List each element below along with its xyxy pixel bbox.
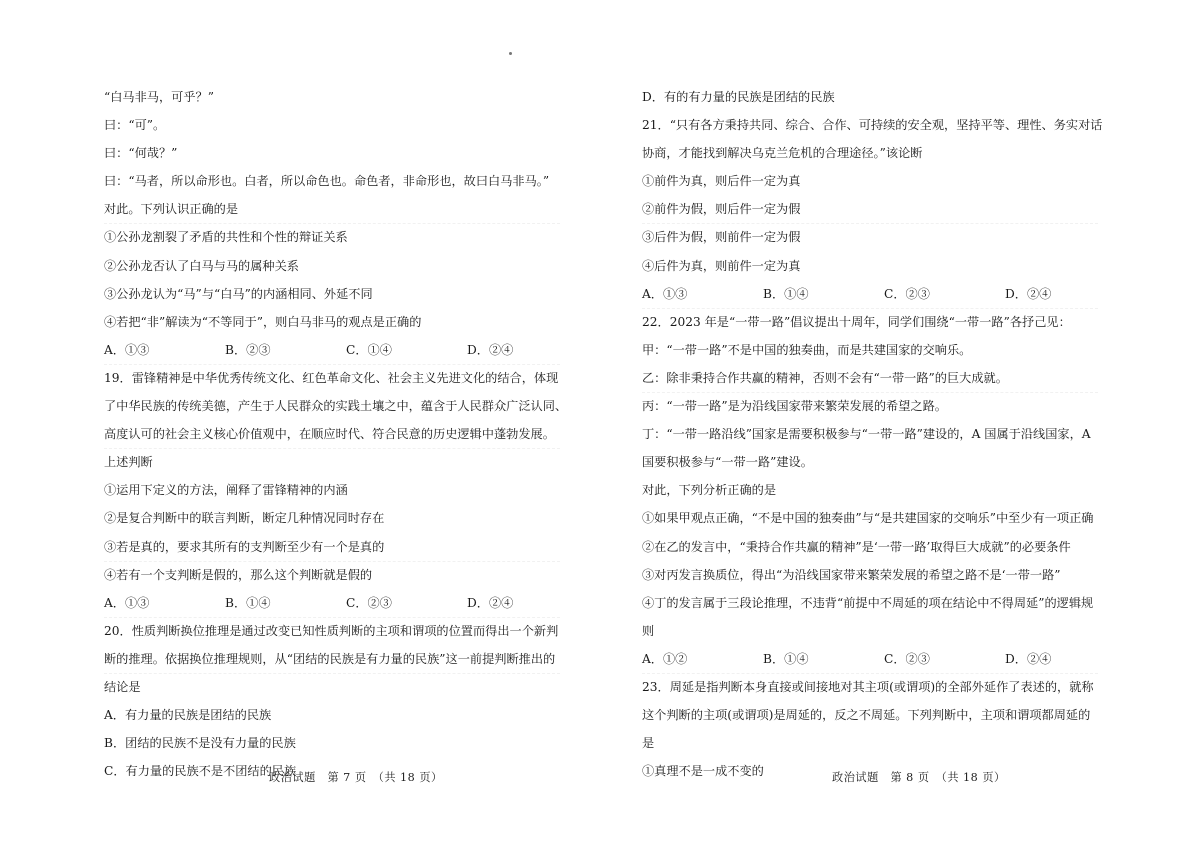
speaker-statement: 国要积极参与“一带一路”建设。 bbox=[642, 455, 813, 470]
q19-stem-line: 了中华民族的传统美德，产生于人民群众的实践土壤之中，蕴含于人民群众广泛认同、 bbox=[104, 399, 568, 414]
choice-c[interactable]: C．②③ bbox=[884, 286, 930, 301]
q20-stem-line: 结论是 bbox=[104, 679, 141, 694]
q20-option-b[interactable]: B．团结的民族不是没有力量的民族 bbox=[104, 736, 296, 751]
q18-choices bbox=[104, 337, 560, 365]
q21-choices bbox=[642, 281, 1098, 309]
q22-question-line: 对此，下列分析正确的是 bbox=[642, 483, 777, 498]
dialogue-line: 曰：“可”。 bbox=[104, 118, 166, 133]
dialogue-line: 曰：“何哉？” bbox=[104, 146, 178, 161]
q22-stem-line: 22．2023 年是“一带一路”倡议提出十周年，同学们围绕“一带一路”各抒己见： bbox=[642, 314, 1071, 329]
choice-b[interactable]: B．①④ bbox=[763, 651, 809, 666]
q19-choices bbox=[104, 590, 560, 618]
right-page-column bbox=[642, 84, 1103, 786]
option-statement: ②前件为假，则后件一定为假 bbox=[642, 196, 1098, 224]
option-statement: ④丁的发言属于三段论推理，不违背“前提中不周延的项在结论中不得周延”的逻辑规 bbox=[642, 595, 1094, 610]
q19-stem-line: 高度认可的社会主义核心价值观中，在顺应时代、符合民意的历史逻辑中蓬勃发展。 bbox=[104, 421, 560, 449]
option-statement: 则 bbox=[642, 623, 655, 638]
option-statement: ①真理不是一成不变的 bbox=[642, 764, 764, 779]
center-dot-mark bbox=[509, 52, 512, 55]
option-statement: ①公孙龙割裂了矛盾的共性和个性的辩证关系 bbox=[104, 230, 348, 245]
q19-stem-line: 上述判断 bbox=[104, 455, 153, 470]
q19-stem-line: 19．雷锋精神是中华优秀传统文化、红色革命文化、社会主义先进文化的结合，体现 bbox=[104, 370, 559, 385]
choice-a[interactable]: A．①③ bbox=[642, 286, 688, 301]
option-statement: ④后件为真，则前件一定为真 bbox=[642, 258, 801, 273]
choice-b[interactable]: B．①④ bbox=[225, 595, 271, 610]
option-statement: ③公孙龙认为“马”与“白马”的内涵相同、外延不同 bbox=[104, 286, 373, 301]
left-page-column bbox=[104, 84, 568, 786]
speaker-statement: 乙：除非秉持合作共赢的精神，否则不会有“一带一路”的巨大成就。 bbox=[642, 365, 1098, 393]
speaker-statement: 甲：“一带一路”不是中国的独奏曲，而是共建国家的交响乐。 bbox=[642, 342, 972, 357]
choice-c[interactable]: C．①④ bbox=[346, 342, 392, 357]
option-statement: ②在乙的发言中，“秉持合作共赢的精神”是‘一带一路’取得巨大成就”的必要条件 bbox=[642, 539, 1071, 554]
choice-d[interactable]: D．②④ bbox=[467, 342, 514, 357]
speaker-statement: 丁：“一带一路沿线”国家是需要积极参与“一带一路”建设的，A 国属于沿线国家，A bbox=[642, 427, 1091, 442]
dialogue-line: “白马非马，可乎？” bbox=[104, 90, 214, 104]
q23-stem-line: 这个判断的主项(或谓项)是周延的，反之不周延。下列判断中，主项和谓项都周延的 bbox=[642, 708, 1091, 723]
q20-option-d[interactable]: D．有的有力量的民族是团结的民族 bbox=[642, 90, 835, 104]
choice-d[interactable]: D．②④ bbox=[1005, 286, 1052, 301]
speaker-statement: 丙：“一带一路”是为沿线国家带来繁荣发展的希望之路。 bbox=[642, 399, 947, 414]
question-stem-line: 对此。下列认识正确的是 bbox=[104, 196, 560, 224]
page-footer-right: 政治试题 第 8 页 （共 18 页） bbox=[832, 771, 1006, 784]
q20-stem-line: 断的推理。依据换位推理规则，从“团结的民族是有力量的民族”这一前提判断推出的 bbox=[104, 646, 560, 674]
option-statement: ②是复合判断中的联言判断，断定几种情况同时存在 bbox=[104, 511, 385, 526]
choice-b[interactable]: B．②③ bbox=[225, 342, 271, 357]
choice-c[interactable]: C．②③ bbox=[346, 595, 392, 610]
option-statement: ①运用下定义的方法，阐释了雷锋精神的内涵 bbox=[104, 483, 348, 498]
q22-choices bbox=[642, 646, 1098, 674]
q21-stem-line: 21．“只有各方秉持共同、综合、合作、可持续的安全观，坚持平等、理性、务实对话 bbox=[642, 118, 1103, 133]
option-statement: ②公孙龙否认了白马与马的属种关系 bbox=[104, 258, 299, 273]
choice-d[interactable]: D．②④ bbox=[1005, 651, 1052, 666]
choice-a[interactable]: A．①② bbox=[642, 651, 688, 666]
q23-stem-line: 是 bbox=[642, 736, 655, 751]
choice-c[interactable]: C．②③ bbox=[884, 651, 930, 666]
option-statement: ③后件为假，则前件一定为假 bbox=[642, 230, 801, 245]
page-footer-left: 政治试题 第 7 页 （共 18 页） bbox=[269, 771, 443, 784]
choice-b[interactable]: B．①④ bbox=[763, 286, 809, 301]
choice-d[interactable]: D．②④ bbox=[467, 595, 514, 610]
option-statement: ③对丙发言换质位，得出“为沿线国家带来繁荣发展的希望之路不是‘一带一路” bbox=[642, 567, 1061, 582]
option-statement: ①如果甲观点正确，“不是中国的独奏曲”与“是共建国家的交响乐”中至少有一项正确 bbox=[642, 511, 1094, 526]
choice-a[interactable]: A．①③ bbox=[104, 595, 150, 610]
q20-stem-line: 20．性质判断换位推理是通过改变已知性质判断的主项和谓项的位置而得出一个新判 bbox=[104, 623, 559, 638]
q21-stem-line: 协商，才能找到解决乌克兰危机的合理途径。”该论断 bbox=[642, 146, 923, 161]
q20-option-c[interactable]: C．有力量的民族不是不团结的民族 bbox=[104, 764, 297, 779]
option-statement: ④若把“非”解读为“不等同于”，则白马非马的观点是正确的 bbox=[104, 314, 422, 329]
option-statement: ③若是真的，要求其所有的支判断至少有一个是真的 bbox=[104, 534, 560, 562]
option-statement: ④若有一个支判断是假的，那么这个判断就是假的 bbox=[104, 567, 373, 582]
q20-option-a[interactable]: A．有力量的民族是团结的民族 bbox=[104, 708, 272, 723]
choice-a[interactable]: A．①③ bbox=[104, 342, 150, 357]
q23-stem-line: 23．周延是指判断本身直接或间接地对其主项(或谓项)的全部外延作了表述的，就称 bbox=[642, 679, 1094, 694]
dialogue-line: 曰：“马者，所以命形也。白者，所以命色也。命色者，非命形也，故曰白马非马。” bbox=[104, 174, 550, 189]
option-statement: ①前件为真，则后件一定为真 bbox=[642, 174, 801, 189]
